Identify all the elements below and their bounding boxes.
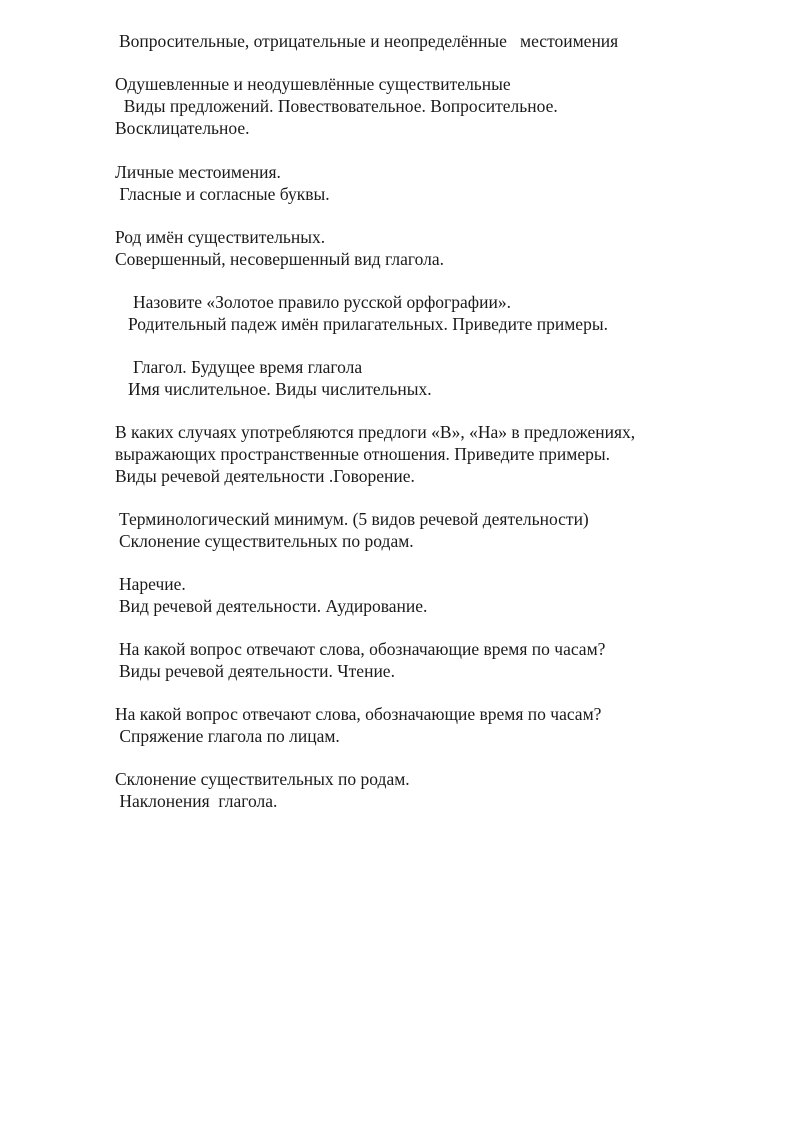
text-line-11: Глагол. Будущее время глагола <box>133 357 363 377</box>
text-line-5: Личные местоимения. <box>115 162 281 182</box>
text-line-22: На какой вопрос отвечают слова, обозначающие время по часам? <box>115 704 602 724</box>
text-line-7: Род имён существительных. <box>115 227 326 247</box>
text-line-9: Назовите «Золотое правило русской орфографии». <box>133 292 511 312</box>
text-line-2: Одушевленные и неодушевлённые существительные <box>115 74 511 94</box>
text-line-25: Наклонения глагола. <box>115 791 278 811</box>
text-line-17: Склонение существительных по родам. <box>119 531 414 551</box>
text-line-19: Вид речевой деятельности. Аудирование. <box>119 596 428 616</box>
text-line-23: Спряжение глагола по лицам. <box>115 726 340 746</box>
text-line-16: Терминологический минимум. (5 видов речевой деятельности) <box>119 509 589 529</box>
text-line-15: Виды речевой деятельности .Говорение. <box>115 466 415 486</box>
text-line-8: Совершенный, несовершенный вид глагола. <box>115 249 445 269</box>
text-line-12: Имя числительное. Виды числительных. <box>128 379 432 399</box>
text-line-24: Склонение существительных по родам. <box>115 769 410 789</box>
text-line-3: Виды предложений. Повествовательное. Вопросительное. <box>115 96 558 116</box>
text-line-4: Восклицательное. <box>115 118 250 138</box>
text-line-13: В каких случаях употребляются предлоги «В», «На» в предложениях, <box>115 422 636 442</box>
text-line-21: Виды речевой деятельности. Чтение. <box>119 661 395 681</box>
text-line-20: На какой вопрос отвечают слова, обозначающие время по часам? <box>119 639 606 659</box>
text-line-6: Гласные и согласные буквы. <box>115 184 330 204</box>
text-line-14: выражающих пространственные отношения. Приведите примеры. <box>115 444 610 464</box>
text-line-10: Родительный падеж имён прилагательных. Приведите примеры. <box>128 314 608 334</box>
text-line-1: Вопросительные, отрицательные и неопределённые местоимения <box>119 31 619 51</box>
text-line-18: Наречие. <box>119 574 186 594</box>
